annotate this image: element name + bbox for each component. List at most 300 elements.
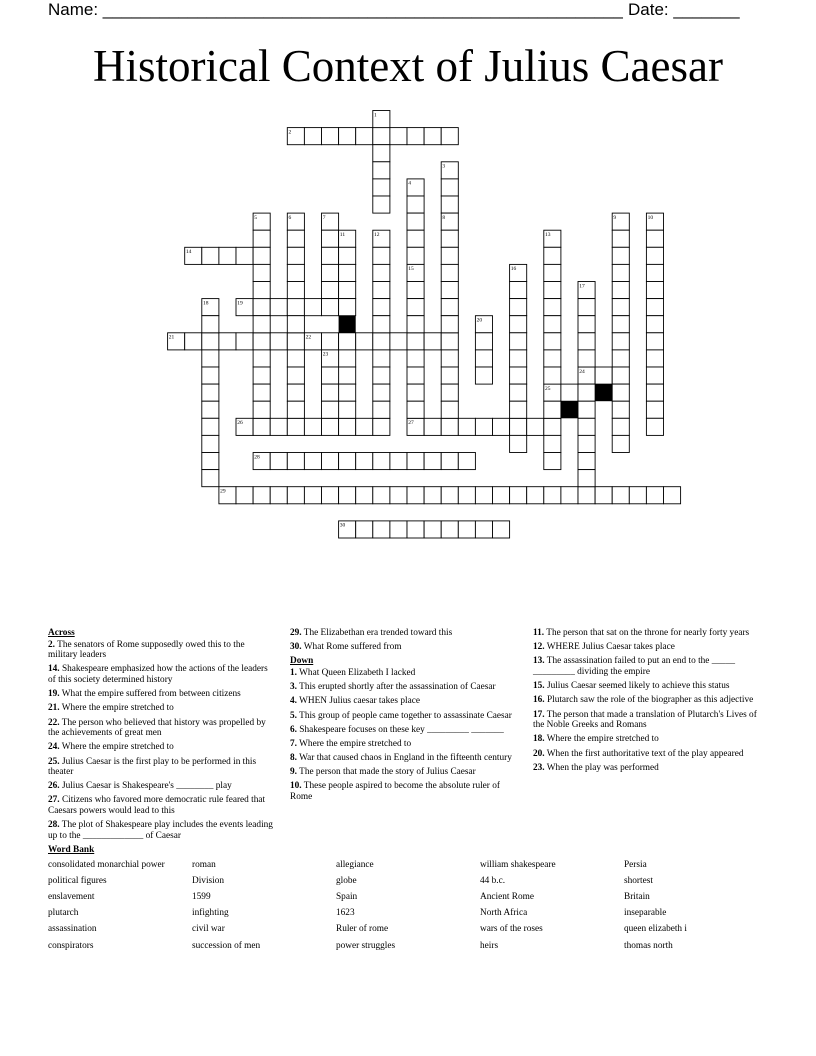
crossword-cell[interactable]: [612, 299, 629, 316]
crossword-cell[interactable]: [270, 487, 287, 504]
crossword-cell[interactable]: [339, 282, 356, 299]
crossword-cell[interactable]: [253, 333, 270, 350]
crossword-cell[interactable]: [595, 367, 612, 384]
crossword-cell[interactable]: [441, 179, 458, 196]
crossword-cell[interactable]: [287, 264, 304, 281]
crossword-cell[interactable]: [356, 487, 373, 504]
crossword-cell[interactable]: [424, 333, 441, 350]
crossword-cell[interactable]: [544, 247, 561, 264]
clue-number: 19: [237, 300, 243, 307]
clue-number: 20: [476, 317, 483, 324]
crossword-cell[interactable]: [407, 487, 424, 504]
crossword-cell[interactable]: [322, 128, 339, 145]
crossword-cell[interactable]: [287, 247, 304, 264]
crossword-cell[interactable]: [390, 128, 407, 145]
crossword-cell[interactable]: [424, 521, 441, 538]
crossword-cell[interactable]: [612, 384, 629, 401]
crossword-cell[interactable]: [441, 264, 458, 281]
crossword-cell[interactable]: [322, 401, 339, 418]
crossword-cell[interactable]: [407, 282, 424, 299]
down-clue: [290, 739, 516, 750]
word-bank-item: heirs: [480, 940, 499, 951]
crossword-cell[interactable]: [373, 350, 390, 367]
crossword-cell[interactable]: [322, 487, 339, 504]
crossword-cell[interactable]: [339, 299, 356, 316]
crossword-cell[interactable]: [304, 453, 321, 470]
clue-text: Where the empire stretched to: [59, 742, 174, 753]
crossword-cell[interactable]: [578, 418, 595, 435]
crossword-cell[interactable]: [202, 247, 219, 264]
crossword-cell[interactable]: [544, 401, 561, 418]
crossword-cell[interactable]: [356, 128, 373, 145]
crossword-cell[interactable]: [544, 435, 561, 452]
crossword-cell[interactable]: [322, 453, 339, 470]
crossword-cell[interactable]: [510, 367, 527, 384]
crossword-cell[interactable]: [578, 299, 595, 316]
down-clue: [290, 753, 516, 764]
crossword-cell[interactable]: [458, 487, 475, 504]
across-clue: [48, 742, 274, 753]
crossword-cell[interactable]: [373, 264, 390, 281]
crossword-cell[interactable]: [646, 350, 663, 367]
crossword-cell[interactable]: [407, 401, 424, 418]
crossword-cell[interactable]: [544, 487, 561, 504]
crossword-cell[interactable]: [441, 282, 458, 299]
clue-num: 4.: [290, 696, 297, 707]
crossword-cell[interactable]: [646, 401, 663, 418]
crossword-cell[interactable]: [612, 418, 629, 435]
crossword-cell[interactable]: [202, 435, 219, 452]
crossword-cell[interactable]: [646, 367, 663, 384]
crossword-cell[interactable]: [527, 418, 544, 435]
crossword-cell[interactable]: [441, 128, 458, 145]
clue-text: This group of people came together to assassinate Caesar: [296, 710, 512, 721]
crossword-cell[interactable]: [475, 418, 492, 435]
crossword-cell[interactable]: [510, 384, 527, 401]
crossword-cell[interactable]: [510, 333, 527, 350]
word-bank-item: william shakespeare: [480, 859, 556, 870]
crossword-cell[interactable]: [407, 333, 424, 350]
crossword-cell[interactable]: [646, 418, 663, 435]
crossword-cell[interactable]: [253, 350, 270, 367]
crossword-cell[interactable]: [390, 521, 407, 538]
crossword-cell[interactable]: [253, 418, 270, 435]
word-bank-item: thomas north: [624, 940, 673, 951]
clue-number: 13: [545, 232, 551, 238]
crossword-cell[interactable]: [441, 350, 458, 367]
word-bank-item: inseparable: [624, 908, 667, 919]
crossword-cell[interactable]: [544, 264, 561, 281]
crossword-cell[interactable]: [612, 333, 629, 350]
crossword-cell[interactable]: [322, 384, 339, 401]
crossword-cell[interactable]: [304, 487, 321, 504]
crossword-cell[interactable]: [441, 247, 458, 264]
crossword-cell[interactable]: [544, 299, 561, 316]
crossword-cell[interactable]: [253, 401, 270, 418]
crossword-cell[interactable]: [202, 367, 219, 384]
crossword-cell[interactable]: [202, 350, 219, 367]
clue-num: 6.: [290, 724, 297, 735]
crossword-cell[interactable]: [253, 247, 270, 264]
word-bank-item: assassination: [48, 924, 97, 935]
clue-text: Shakespeare focuses on these key _________ _______: [296, 724, 504, 735]
crossword-cell[interactable]: [253, 299, 270, 316]
crossword-cell[interactable]: [612, 264, 629, 281]
crossword-cell[interactable]: [322, 230, 339, 247]
crossword-cell[interactable]: [373, 162, 390, 179]
crossword-cell[interactable]: [373, 145, 390, 162]
crossword-cell[interactable]: [407, 247, 424, 264]
crossword-cell[interactable]: [561, 384, 578, 401]
clue-number: 8: [442, 214, 446, 221]
clues-section: [48, 628, 768, 843]
crossword-cell[interactable]: [304, 299, 321, 316]
crossword-cell[interactable]: [407, 230, 424, 247]
crossword-cell[interactable]: [373, 196, 390, 213]
crossword-cell[interactable]: [544, 418, 561, 435]
crossword-cell[interactable]: [510, 282, 527, 299]
crossword-cell[interactable]: [544, 453, 561, 470]
crossword-cell[interactable]: [646, 333, 663, 350]
crossword-cell[interactable]: [270, 418, 287, 435]
crossword-cell[interactable]: [612, 435, 629, 452]
crossword-cell[interactable]: [339, 264, 356, 281]
crossword-cell[interactable]: [322, 333, 339, 350]
crossword-cell[interactable]: [287, 453, 304, 470]
clue-text: The assassination failed to put an end to the _____ _________ dividing the empire: [533, 656, 736, 677]
crossword-cell[interactable]: [202, 418, 219, 435]
clue-num: 13.: [533, 656, 545, 667]
crossword-cell[interactable]: [510, 299, 527, 316]
crossword-cell[interactable]: [458, 521, 475, 538]
clue-number: 30: [339, 522, 346, 529]
down-clue: [290, 696, 516, 707]
crossword-cell[interactable]: [475, 487, 492, 504]
clue-text: Where the empire stretched to: [296, 738, 412, 749]
crossword-cell[interactable]: [612, 282, 629, 299]
crossword-cell[interactable]: [322, 247, 339, 264]
clue-num: 18.: [533, 734, 545, 745]
crossword-cell[interactable]: [202, 316, 219, 333]
crossword-cell[interactable]: [612, 230, 629, 247]
clue-text: The senators of Rome supposedly owed this to the military leaders: [48, 639, 245, 661]
clue-number: 27: [408, 420, 414, 427]
clue-num: 24.: [48, 742, 60, 753]
crossword-cell[interactable]: [236, 487, 253, 504]
crossword-cell[interactable]: [339, 418, 356, 435]
down-clue: [290, 682, 516, 693]
crossword-cell[interactable]: [510, 401, 527, 418]
crossword-cell[interactable]: [339, 401, 356, 418]
crossword-cell[interactable]: [322, 282, 339, 299]
crossword-cell[interactable]: [253, 316, 270, 333]
crossword-cell[interactable]: [219, 247, 236, 264]
word-bank-item: North Africa: [480, 908, 528, 919]
crossword-cell[interactable]: [441, 384, 458, 401]
clue-number: 7: [322, 214, 326, 221]
crossword-cell[interactable]: [458, 418, 475, 435]
crossword-cell[interactable]: [527, 487, 544, 504]
crossword-cell[interactable]: [356, 418, 373, 435]
clue-number: 21: [168, 334, 175, 341]
crossword-cell[interactable]: [304, 128, 321, 145]
crossword-cell[interactable]: [373, 128, 390, 145]
crossword-cell[interactable]: [270, 299, 287, 316]
crossword-cell[interactable]: [407, 128, 424, 145]
crossword-cell[interactable]: [441, 230, 458, 247]
crossword-cell[interactable]: [219, 333, 236, 350]
crossword-cell[interactable]: [253, 367, 270, 384]
clue-text: Julius Caesar is Shakespeare's ________ play: [59, 781, 232, 792]
crossword-cell[interactable]: [612, 350, 629, 367]
crossword-cell[interactable]: [458, 453, 475, 470]
crossword-cell[interactable]: [373, 367, 390, 384]
crossword-cell[interactable]: [475, 367, 492, 384]
crossword-cell[interactable]: [407, 453, 424, 470]
crossword-cell[interactable]: [407, 367, 424, 384]
crossword-cell[interactable]: [339, 367, 356, 384]
clue-num: 3.: [290, 682, 297, 693]
clue-text: The person that made the story of Julius Caesar: [296, 767, 476, 778]
crossword-cell[interactable]: [510, 435, 527, 452]
clue-number: 15: [408, 266, 414, 273]
clue-text: Where the empire stretched to: [59, 703, 174, 714]
crossword-cell[interactable]: [373, 247, 390, 264]
crossword-cell[interactable]: [322, 264, 339, 281]
crossword-cell[interactable]: [356, 453, 373, 470]
crossword-cell[interactable]: [407, 213, 424, 230]
crossword-cell[interactable]: [578, 487, 595, 504]
name-field-line[interactable]: Name: _______________________________________________________: [48, 0, 623, 19]
crossword-cell[interactable]: [287, 230, 304, 247]
crossword-cell[interactable]: [287, 350, 304, 367]
clue-text: What Rome suffered from: [301, 642, 402, 653]
crossword-cell[interactable]: [595, 487, 612, 504]
crossword-cell[interactable]: [287, 333, 304, 350]
crossword-cell[interactable]: [322, 367, 339, 384]
crossword-cell[interactable]: [339, 453, 356, 470]
crossword-cell[interactable]: [373, 521, 390, 538]
crossword-cell[interactable]: [253, 384, 270, 401]
across-clue: [48, 757, 274, 778]
word-bank-item: political figures: [48, 875, 107, 886]
crossword-cell[interactable]: [578, 435, 595, 452]
crossword-cell[interactable]: [339, 350, 356, 367]
crossword-cell[interactable]: [253, 282, 270, 299]
crossword-cell[interactable]: [441, 521, 458, 538]
crossword-cell[interactable]: [373, 282, 390, 299]
crossword-cell[interactable]: [510, 487, 527, 504]
crossword-cell[interactable]: [578, 401, 595, 418]
crossword-cell[interactable]: [373, 401, 390, 418]
crossword-cell[interactable]: [510, 316, 527, 333]
crossword-cell[interactable]: [424, 453, 441, 470]
crossword-cell[interactable]: [356, 333, 373, 350]
crossword-cell[interactable]: [236, 333, 253, 350]
crossword-cell[interactable]: [441, 401, 458, 418]
crossword-cell[interactable]: [612, 316, 629, 333]
across-heading: Across: [48, 628, 75, 638]
clue-number: 14: [185, 249, 192, 256]
crossword-cell[interactable]: [287, 401, 304, 418]
across-clue: [48, 795, 274, 816]
crossword-cell[interactable]: [646, 487, 663, 504]
crossword-cell[interactable]: [441, 418, 458, 435]
clue-text: War that caused chaos in England in the fifteenth century: [296, 753, 512, 764]
crossword-cell[interactable]: [253, 264, 270, 281]
crossword-cell[interactable]: [407, 299, 424, 316]
crossword-cell[interactable]: [407, 316, 424, 333]
crossword-cell[interactable]: [322, 418, 339, 435]
crossword-cell[interactable]: [578, 333, 595, 350]
crossword-cell[interactable]: [339, 487, 356, 504]
crossword-cell[interactable]: [339, 128, 356, 145]
crossword-cell[interactable]: [544, 367, 561, 384]
crossword-cell[interactable]: [202, 384, 219, 401]
crossword-cell[interactable]: [270, 453, 287, 470]
word-bank: [48, 845, 768, 970]
crossword-cell[interactable]: [253, 487, 270, 504]
crossword-cell[interactable]: [287, 282, 304, 299]
crossword-cell[interactable]: [646, 384, 663, 401]
crossword-cell[interactable]: [424, 487, 441, 504]
crossword-cell[interactable]: [475, 350, 492, 367]
crossword-cell[interactable]: [304, 418, 321, 435]
crossword-cell[interactable]: [287, 487, 304, 504]
across-clue: [48, 820, 274, 841]
crossword-cell[interactable]: [441, 367, 458, 384]
crossword-cell[interactable]: [339, 384, 356, 401]
crossword-cell[interactable]: [373, 453, 390, 470]
crossword-cell[interactable]: [475, 333, 492, 350]
crossword-cell[interactable]: [544, 333, 561, 350]
crossword-cell[interactable]: [441, 487, 458, 504]
crossword-cell[interactable]: [287, 299, 304, 316]
crossword-cell[interactable]: [646, 230, 663, 247]
clue-num: 15.: [533, 681, 545, 692]
crossword-cell[interactable]: [544, 350, 561, 367]
crossword-cell[interactable]: [612, 247, 629, 264]
crossword-cell[interactable]: [390, 487, 407, 504]
crossword-cell[interactable]: [373, 487, 390, 504]
date-field-line[interactable]: Date: _______: [628, 0, 740, 19]
crossword-cell[interactable]: [646, 316, 663, 333]
clue-num: 16.: [533, 695, 545, 706]
crossword-cell[interactable]: [356, 521, 373, 538]
word-bank-item: shortest: [624, 875, 653, 886]
crossword-cell[interactable]: [544, 282, 561, 299]
crossword-cell[interactable]: [544, 316, 561, 333]
clue-num: 12.: [533, 642, 545, 653]
clue-text: The Elizabethan era trended toward this: [301, 628, 453, 638]
crossword-cell[interactable]: [646, 247, 663, 264]
crossword-cell[interactable]: [339, 333, 356, 350]
crossword-cell[interactable]: [202, 333, 219, 350]
clue-num: 1.: [290, 667, 297, 678]
crossword-cell[interactable]: [578, 316, 595, 333]
crossword-cell[interactable]: [441, 196, 458, 213]
crossword-cell[interactable]: [424, 128, 441, 145]
crossword-cell[interactable]: [510, 350, 527, 367]
crossword-cell[interactable]: [612, 487, 629, 504]
crossword-cell[interactable]: [578, 470, 595, 487]
crossword-cell[interactable]: [407, 384, 424, 401]
clue-text: The plot of Shakespeare play includes the events leading up to the _____________ of Caesar: [48, 820, 273, 841]
clue-num: 27.: [48, 795, 60, 806]
crossword-cell[interactable]: [475, 521, 492, 538]
crossword-cell[interactable]: [441, 299, 458, 316]
crossword-cell[interactable]: [253, 230, 270, 247]
across-clue: [48, 664, 274, 685]
crossword-cell[interactable]: [407, 196, 424, 213]
crossword-cell[interactable]: [441, 316, 458, 333]
crossword-cell[interactable]: [202, 470, 219, 487]
down-clue: [290, 668, 516, 679]
crossword-cell[interactable]: [390, 333, 407, 350]
across-clue: [290, 642, 516, 653]
crossword-cell[interactable]: [373, 333, 390, 350]
crossword-cell[interactable]: [407, 350, 424, 367]
crossword-cell[interactable]: [493, 521, 510, 538]
crossword-cell[interactable]: [578, 384, 595, 401]
crossword-cell[interactable]: [561, 487, 578, 504]
crossword-cell[interactable]: [373, 299, 390, 316]
across-clue: [48, 703, 274, 714]
crossword-cell[interactable]: [612, 401, 629, 418]
crossword-cell[interactable]: [441, 453, 458, 470]
crossword-cell[interactable]: [373, 418, 390, 435]
crossword-cell[interactable]: [202, 401, 219, 418]
crossword-cell[interactable]: [493, 487, 510, 504]
clue-text: Shakespeare emphasized how the actions of the leaders of this society determined history: [48, 664, 268, 685]
crossword-cell[interactable]: [373, 384, 390, 401]
crossword-cell[interactable]: [287, 418, 304, 435]
crossword-cell[interactable]: [287, 367, 304, 384]
clue-text: Julius Caesar is the first play to be performed in this theater: [48, 756, 257, 778]
crossword-cell[interactable]: [287, 316, 304, 333]
crossword-cell[interactable]: [236, 247, 253, 264]
crossword-cell[interactable]: [202, 453, 219, 470]
clue-num: 28.: [48, 820, 60, 831]
crossword-cell[interactable]: [578, 453, 595, 470]
crossword-cell[interactable]: [441, 333, 458, 350]
crossword-cell[interactable]: [629, 487, 646, 504]
crossword-cell[interactable]: [646, 299, 663, 316]
crossword-cell[interactable]: [646, 264, 663, 281]
crossword-cell[interactable]: [270, 333, 287, 350]
crossword-cell[interactable]: [493, 418, 510, 435]
clue-text: The person that sat on the throne for nearly forty years: [544, 628, 750, 638]
crossword-cell[interactable]: [612, 367, 629, 384]
clue-num: 7.: [290, 738, 297, 749]
word-bank-item: 1599: [192, 891, 211, 902]
clue-num: 23.: [533, 762, 545, 773]
crossword-cell[interactable]: [424, 418, 441, 435]
crossword-cell[interactable]: [185, 333, 202, 350]
crossword-cell[interactable]: [407, 521, 424, 538]
crossword-cell[interactable]: [373, 179, 390, 196]
crossword-cell[interactable]: [339, 247, 356, 264]
crossword-cell[interactable]: [373, 316, 390, 333]
crossword-cell[interactable]: [322, 299, 339, 316]
crossword-cell[interactable]: [287, 384, 304, 401]
crossword-cell[interactable]: [510, 418, 527, 435]
crossword-cell[interactable]: [664, 487, 681, 504]
clue-num: 9.: [290, 767, 297, 778]
crossword-cell[interactable]: [390, 453, 407, 470]
crossword-cell[interactable]: [646, 282, 663, 299]
crossword-cell[interactable]: [578, 350, 595, 367]
